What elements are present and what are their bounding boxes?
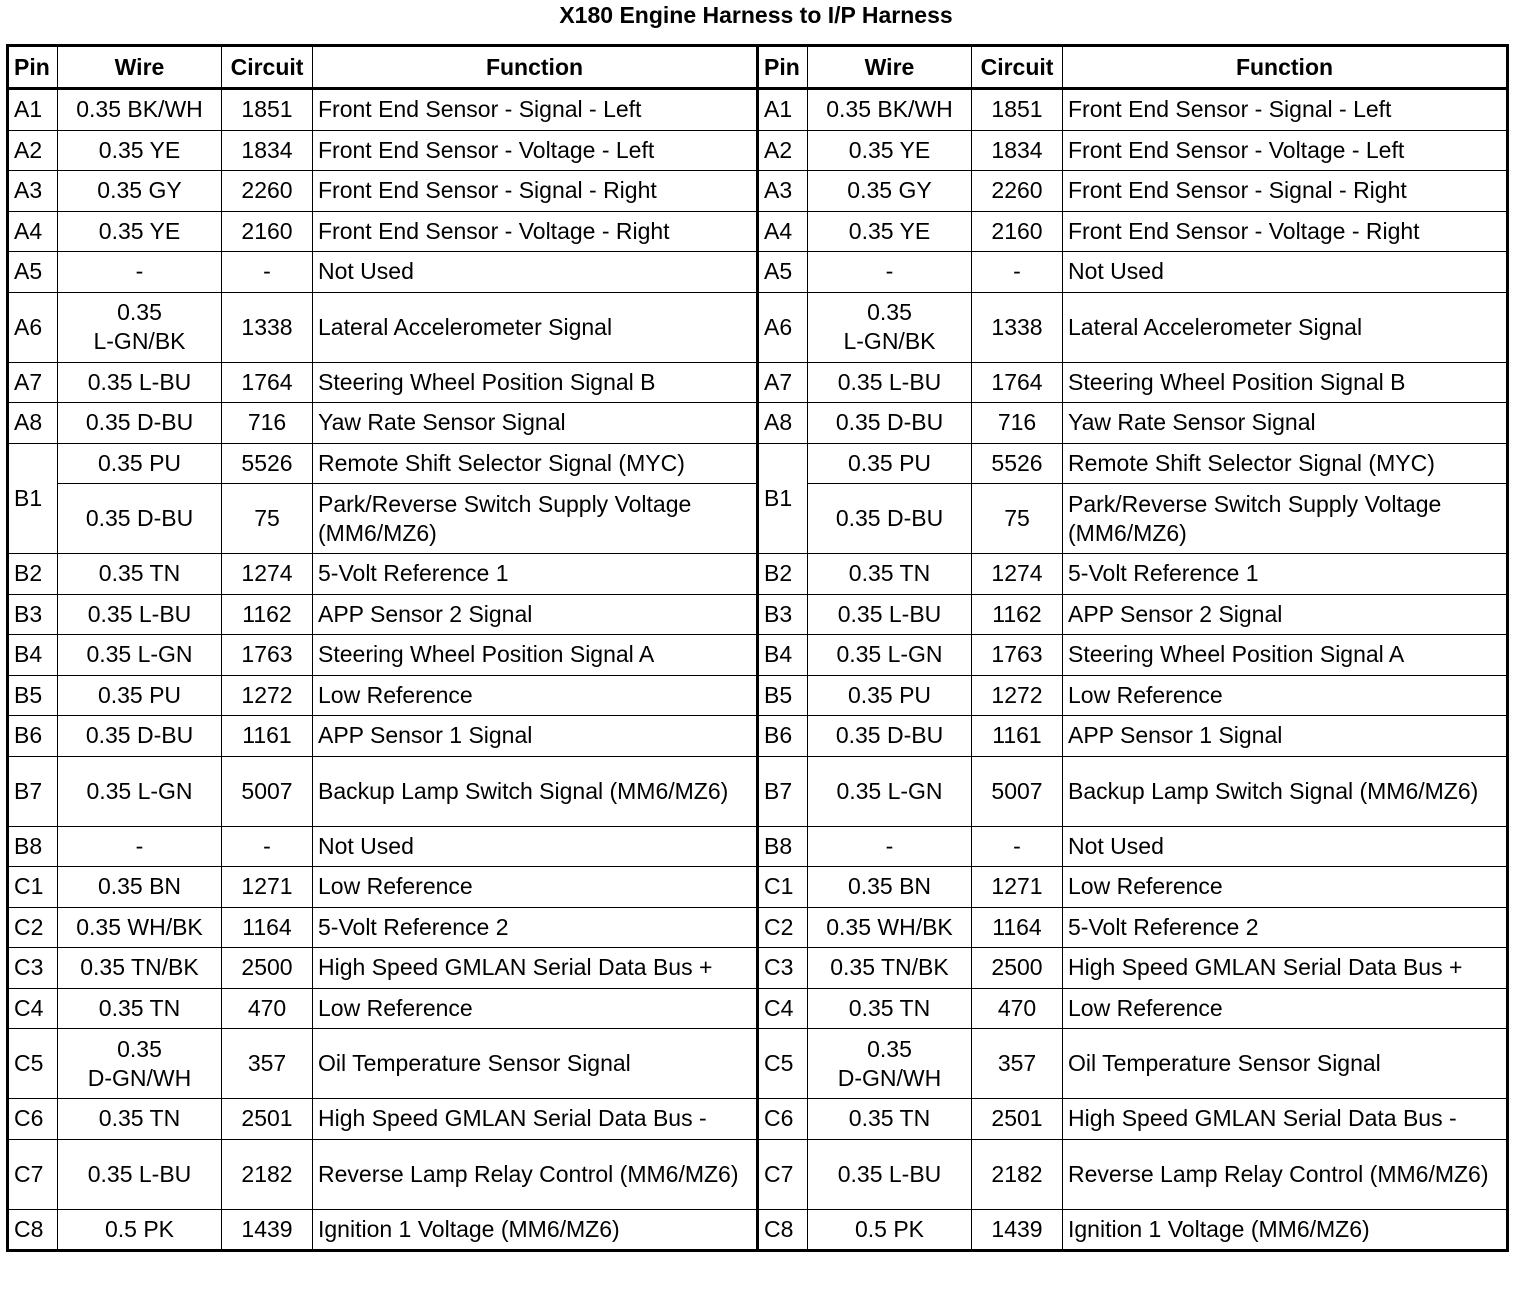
pin-cell: B5: [758, 675, 808, 716]
pin-cell: C7: [8, 1139, 58, 1209]
circuit-cell: 75: [222, 484, 313, 554]
function-cell: Front End Sensor - Signal - Right: [1063, 171, 1508, 212]
pin-cell: B6: [8, 716, 58, 757]
function-cell: Front End Sensor - Voltage - Right: [313, 211, 758, 252]
circuit-cell: 1439: [222, 1209, 313, 1251]
circuit-cell: 1164: [972, 907, 1063, 948]
pin-cell: B4: [8, 635, 58, 676]
function-cell: Low Reference: [1063, 675, 1508, 716]
pin-cell: A3: [8, 171, 58, 212]
table-row: [8, 867, 1508, 908]
circuit-cell: 75: [972, 484, 1063, 554]
circuit-cell: 1851: [222, 89, 313, 131]
pin-cell: C4: [758, 988, 808, 1029]
function-cell: APP Sensor 2 Signal: [1063, 594, 1508, 635]
wire-cell: 0.35 TN: [58, 554, 222, 595]
function-cell: 5-Volt Reference 2: [313, 907, 758, 948]
pin-cell: C6: [8, 1099, 58, 1140]
circuit-cell: 2500: [972, 948, 1063, 989]
function-cell: Remote Shift Selector Signal (MYC): [1063, 443, 1508, 484]
function-cell: APP Sensor 1 Signal: [1063, 716, 1508, 757]
table-row: [8, 756, 1508, 826]
circuit-cell: 1274: [972, 554, 1063, 595]
wire-cell: -: [808, 252, 972, 293]
table-row: [8, 826, 1508, 867]
circuit-cell: 2160: [222, 211, 313, 252]
wire-cell: 0.35 GY: [808, 171, 972, 212]
function-cell: Oil Temperature Sensor Signal: [313, 1029, 758, 1099]
circuit-cell: 1272: [222, 675, 313, 716]
circuit-cell: 1271: [972, 867, 1063, 908]
circuit-cell: -: [972, 252, 1063, 293]
pin-cell: B3: [758, 594, 808, 635]
circuit-cell: 1338: [222, 292, 313, 362]
table-row: [8, 594, 1508, 635]
wire-cell: 0.35 L-BU: [808, 594, 972, 635]
circuit-cell: 1763: [972, 635, 1063, 676]
header-row: [8, 46, 1508, 89]
circuit-header: Circuit: [972, 46, 1063, 89]
wire-cell: 0.35 YE: [808, 211, 972, 252]
wire-cell: 0.35 WH/BK: [808, 907, 972, 948]
circuit-cell: -: [222, 826, 313, 867]
table-row: [8, 171, 1508, 212]
function-cell: Oil Temperature Sensor Signal: [1063, 1029, 1508, 1099]
function-cell: Low Reference: [313, 675, 758, 716]
page-title: X180 Engine Harness to I/P Harness: [559, 2, 953, 28]
circuit-cell: 2501: [972, 1099, 1063, 1140]
pin-cell: C6: [758, 1099, 808, 1140]
function-cell: Not Used: [1063, 252, 1508, 293]
wire-cell: -: [58, 252, 222, 293]
pin-cell: C8: [758, 1209, 808, 1251]
function-cell: Reverse Lamp Relay Control (MM6/MZ6): [313, 1139, 758, 1209]
circuit-cell: 5526: [972, 443, 1063, 484]
pin-cell: A4: [8, 211, 58, 252]
table-row: [8, 362, 1508, 403]
pin-cell: A2: [8, 130, 58, 171]
function-cell: High Speed GMLAN Serial Data Bus +: [1063, 948, 1508, 989]
pin-cell: C3: [758, 948, 808, 989]
circuit-cell: 5526: [222, 443, 313, 484]
pin-cell: C1: [758, 867, 808, 908]
function-cell: Not Used: [313, 826, 758, 867]
wire-cell: 0.5 PK: [58, 1209, 222, 1251]
circuit-cell: 5007: [972, 756, 1063, 826]
wire-cell: -: [808, 826, 972, 867]
wire-cell: 0.35 L-GN/BK: [58, 292, 222, 362]
wire-cell: 0.35 TN: [808, 554, 972, 595]
pin-cell: A6: [8, 292, 58, 362]
circuit-cell: 1338: [972, 292, 1063, 362]
function-cell: Front End Sensor - Voltage - Left: [1063, 130, 1508, 171]
circuit-cell: 2260: [972, 171, 1063, 212]
wire-cell: 0.35 D-BU: [808, 716, 972, 757]
circuit-cell: 1764: [972, 362, 1063, 403]
pin-cell: A7: [8, 362, 58, 403]
pin-cell: A1: [8, 89, 58, 131]
pin-cell: C2: [8, 907, 58, 948]
pin-header: Pin: [758, 46, 808, 89]
wire-cell: 0.35 D-BU: [58, 484, 222, 554]
function-cell: Low Reference: [1063, 988, 1508, 1029]
wire-cell: 0.35 PU: [808, 443, 972, 484]
wire-header: Wire: [58, 46, 222, 89]
table-row: [8, 948, 1508, 989]
circuit-cell: 1764: [222, 362, 313, 403]
function-cell: Backup Lamp Switch Signal (MM6/MZ6): [1063, 756, 1508, 826]
circuit-cell: 1274: [222, 554, 313, 595]
wire-cell: 0.35 PU: [58, 443, 222, 484]
pin-cell: A1: [758, 89, 808, 131]
circuit-cell: 1164: [222, 907, 313, 948]
wire-cell: 0.35 L-BU: [808, 362, 972, 403]
pin-cell: B7: [758, 756, 808, 826]
table-row: [8, 988, 1508, 1029]
wire-cell: 0.35 D-BU: [808, 484, 972, 554]
function-cell: Steering Wheel Position Signal B: [313, 362, 758, 403]
wire-cell: 0.35 TN/BK: [808, 948, 972, 989]
function-cell: Ignition 1 Voltage (MM6/MZ6): [1063, 1209, 1508, 1251]
circuit-cell: 1162: [972, 594, 1063, 635]
wire-cell: 0.35 L-BU: [58, 1139, 222, 1209]
function-cell: Not Used: [313, 252, 758, 293]
function-cell: Yaw Rate Sensor Signal: [1063, 403, 1508, 444]
table-row: [8, 1209, 1508, 1251]
wire-cell: 0.35 L-GN: [58, 635, 222, 676]
pin-cell: C1: [8, 867, 58, 908]
table-row: [8, 211, 1508, 252]
wire-cell: 0.35 TN/BK: [58, 948, 222, 989]
function-cell: Park/Reverse Switch Supply Voltage (MM6/MZ6): [1063, 484, 1508, 554]
wire-cell: 0.35 WH/BK: [58, 907, 222, 948]
wire-cell: 0.35 L-BU: [58, 362, 222, 403]
table-row: [8, 1139, 1508, 1209]
table-row: [8, 675, 1508, 716]
function-cell: 5-Volt Reference 2: [1063, 907, 1508, 948]
wire-cell: 0.35 BN: [808, 867, 972, 908]
function-cell: Steering Wheel Position Signal A: [313, 635, 758, 676]
function-cell: APP Sensor 1 Signal: [313, 716, 758, 757]
table-row: [8, 130, 1508, 171]
pin-cell: C2: [758, 907, 808, 948]
circuit-header: Circuit: [222, 46, 313, 89]
pin-cell: B2: [8, 554, 58, 595]
table-row: [8, 554, 1508, 595]
wire-cell: 0.35 L-BU: [808, 1139, 972, 1209]
circuit-cell: 1851: [972, 89, 1063, 131]
function-header: Function: [313, 46, 758, 89]
wire-cell: 0.35 TN: [808, 1099, 972, 1140]
pin-cell: B8: [758, 826, 808, 867]
pin-cell: A4: [758, 211, 808, 252]
table-row: [8, 1099, 1508, 1140]
pin-cell: B3: [8, 594, 58, 635]
pin-cell: A3: [758, 171, 808, 212]
function-cell: Lateral Accelerometer Signal: [313, 292, 758, 362]
pin-cell: C5: [8, 1029, 58, 1099]
function-cell: Yaw Rate Sensor Signal: [313, 403, 758, 444]
wire-cell: 0.35 D-GN/WH: [58, 1029, 222, 1099]
circuit-cell: 2160: [972, 211, 1063, 252]
function-cell: Ignition 1 Voltage (MM6/MZ6): [313, 1209, 758, 1251]
wire-cell: 0.35 TN: [58, 988, 222, 1029]
function-cell: Low Reference: [313, 988, 758, 1029]
function-cell: APP Sensor 2 Signal: [313, 594, 758, 635]
table-row: [8, 292, 1508, 362]
circuit-cell: 1272: [972, 675, 1063, 716]
wire-header: Wire: [808, 46, 972, 89]
circuit-cell: 1834: [972, 130, 1063, 171]
wire-cell: 0.35 YE: [808, 130, 972, 171]
function-cell: Low Reference: [1063, 867, 1508, 908]
circuit-cell: 1161: [972, 716, 1063, 757]
function-cell: High Speed GMLAN Serial Data Bus -: [1063, 1099, 1508, 1140]
function-cell: 5-Volt Reference 1: [1063, 554, 1508, 595]
pin-cell: B1: [758, 443, 808, 554]
pin-cell: A7: [758, 362, 808, 403]
circuit-cell: -: [972, 826, 1063, 867]
circuit-cell: 1439: [972, 1209, 1063, 1251]
function-cell: Steering Wheel Position Signal A: [1063, 635, 1508, 676]
wire-cell: 0.35 D-BU: [808, 403, 972, 444]
wire-cell: 0.35 YE: [58, 130, 222, 171]
circuit-cell: 2260: [222, 171, 313, 212]
pin-cell: B6: [758, 716, 808, 757]
pin-cell: B2: [758, 554, 808, 595]
pin-table-body: [8, 89, 1508, 1251]
wire-cell: 0.35 D-GN/WH: [808, 1029, 972, 1099]
wire-cell: 0.35 D-BU: [58, 403, 222, 444]
circuit-cell: 1161: [222, 716, 313, 757]
function-cell: Park/Reverse Switch Supply Voltage (MM6/MZ6): [313, 484, 758, 554]
table-row: [8, 443, 1508, 484]
pin-cell: B1: [8, 443, 58, 554]
table-row: [8, 716, 1508, 757]
pin-cell: A8: [8, 403, 58, 444]
circuit-cell: 2182: [972, 1139, 1063, 1209]
wire-cell: 0.35 TN: [58, 1099, 222, 1140]
function-cell: Front End Sensor - Signal - Left: [1063, 89, 1508, 131]
pin-cell: A5: [8, 252, 58, 293]
wire-cell: 0.35 L-GN: [808, 635, 972, 676]
pin-cell: C7: [758, 1139, 808, 1209]
circuit-cell: 1834: [222, 130, 313, 171]
pin-cell: A6: [758, 292, 808, 362]
circuit-cell: 470: [972, 988, 1063, 1029]
pin-cell: A5: [758, 252, 808, 293]
circuit-cell: 1162: [222, 594, 313, 635]
circuit-cell: 1271: [222, 867, 313, 908]
circuit-cell: 2501: [222, 1099, 313, 1140]
pin-cell: C8: [8, 1209, 58, 1251]
wire-cell: 0.35 L-GN: [808, 756, 972, 826]
circuit-cell: 1763: [222, 635, 313, 676]
circuit-cell: -: [222, 252, 313, 293]
function-cell: Reverse Lamp Relay Control (MM6/MZ6): [1063, 1139, 1508, 1209]
wire-cell: 0.35 BK/WH: [808, 89, 972, 131]
wire-cell: 0.5 PK: [808, 1209, 972, 1251]
wire-cell: 0.35 PU: [58, 675, 222, 716]
wire-cell: 0.35 PU: [808, 675, 972, 716]
function-cell: 5-Volt Reference 1: [313, 554, 758, 595]
circuit-cell: 5007: [222, 756, 313, 826]
function-cell: High Speed GMLAN Serial Data Bus +: [313, 948, 758, 989]
wire-cell: 0.35 L-GN: [58, 756, 222, 826]
wire-cell: 0.35 L-BU: [58, 594, 222, 635]
function-cell: Front End Sensor - Voltage - Left: [313, 130, 758, 171]
function-cell: High Speed GMLAN Serial Data Bus -: [313, 1099, 758, 1140]
table-row: [8, 1029, 1508, 1099]
function-cell: Steering Wheel Position Signal B: [1063, 362, 1508, 403]
pin-cell: B8: [8, 826, 58, 867]
function-cell: Front End Sensor - Signal - Right: [313, 171, 758, 212]
function-cell: Low Reference: [313, 867, 758, 908]
circuit-cell: 716: [222, 403, 313, 444]
function-cell: Front End Sensor - Voltage - Right: [1063, 211, 1508, 252]
function-header: Function: [1063, 46, 1508, 89]
function-cell: Front End Sensor - Signal - Left: [313, 89, 758, 131]
circuit-cell: 2500: [222, 948, 313, 989]
pinout-table: [6, 44, 1509, 1252]
pin-header: Pin: [8, 46, 58, 89]
pin-cell: B5: [8, 675, 58, 716]
table-row: [8, 907, 1508, 948]
wire-cell: 0.35 TN: [808, 988, 972, 1029]
pin-cell: C3: [8, 948, 58, 989]
wire-cell: -: [58, 826, 222, 867]
wire-cell: 0.35 YE: [58, 211, 222, 252]
circuit-cell: 2182: [222, 1139, 313, 1209]
wire-cell: 0.35 GY: [58, 171, 222, 212]
pin-cell: A8: [758, 403, 808, 444]
wire-cell: 0.35 BN: [58, 867, 222, 908]
table-row: [8, 635, 1508, 676]
function-cell: Remote Shift Selector Signal (MYC): [313, 443, 758, 484]
pin-cell: B4: [758, 635, 808, 676]
table-row: [8, 403, 1508, 444]
circuit-cell: 470: [222, 988, 313, 1029]
circuit-cell: 357: [972, 1029, 1063, 1099]
wire-cell: 0.35 BK/WH: [58, 89, 222, 131]
pin-cell: B7: [8, 756, 58, 826]
function-cell: Not Used: [1063, 826, 1508, 867]
wire-cell: 0.35 L-GN/BK: [808, 292, 972, 362]
function-cell: Backup Lamp Switch Signal (MM6/MZ6): [313, 756, 758, 826]
function-cell: Lateral Accelerometer Signal: [1063, 292, 1508, 362]
table-row: [8, 89, 1508, 131]
pin-cell: A2: [758, 130, 808, 171]
pin-cell: C4: [8, 988, 58, 1029]
table-row: [8, 252, 1508, 293]
pin-cell: C5: [758, 1029, 808, 1099]
circuit-cell: 716: [972, 403, 1063, 444]
wire-cell: 0.35 D-BU: [58, 716, 222, 757]
circuit-cell: 357: [222, 1029, 313, 1099]
